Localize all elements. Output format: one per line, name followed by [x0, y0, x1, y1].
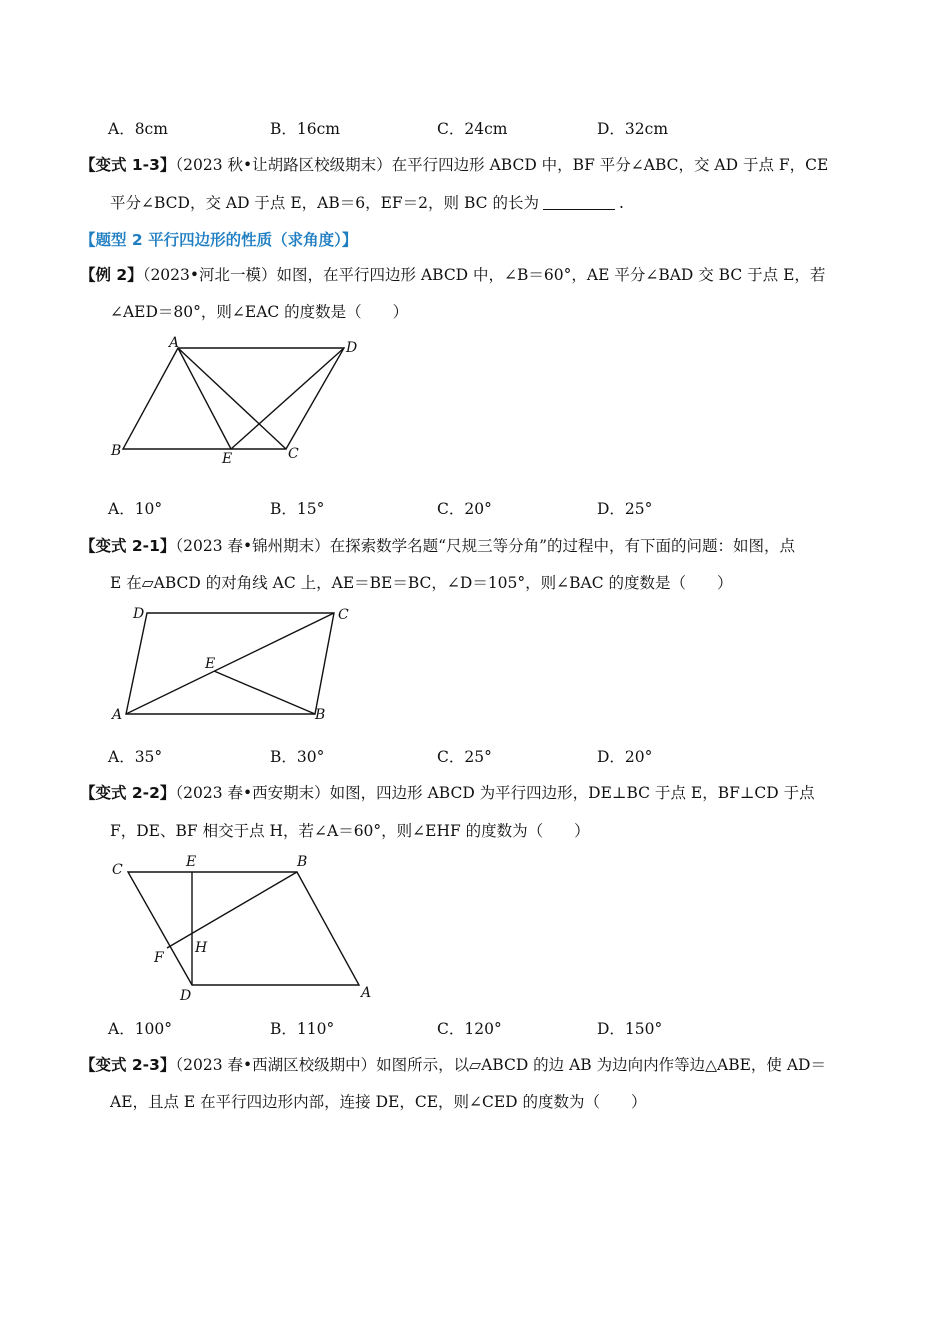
parallelogram-abcd [128, 872, 359, 985]
point-label-e: E [186, 854, 197, 870]
question-text-line1: （2023 春•锦州期末）在探索数学名题“尺规三等分角”的过程中，有下面的问题：如图，点 [175, 537, 796, 555]
point-label-f: F [154, 950, 164, 966]
question-tag: 【变式 2-1】 [80, 537, 176, 555]
point-label-e: E [205, 656, 216, 672]
option-a: A．35° [108, 748, 163, 766]
point-label-e: E [222, 451, 233, 467]
option-c: C．120° [437, 1020, 502, 1038]
option-c: C．25° [437, 748, 492, 766]
option-c: C．20° [437, 500, 492, 518]
section-heading: 【题型 2 平行四边形的性质（求角度）】 [80, 231, 358, 249]
question-tag: 【变式 1-3】 [80, 156, 176, 174]
option-a: A．8cm [108, 120, 168, 138]
question-text-end: . [618, 194, 624, 212]
option-d: D．25° [597, 500, 653, 518]
option-a: A．10° [108, 500, 163, 518]
question-text-line1: （2023 春•西湖区校级期中）如图所示，以▱ABCD 的边 AB 为边向内作等边△ABE，使 AD＝ [175, 1056, 826, 1074]
segment-bf [167, 872, 297, 948]
point-label-d: D [346, 340, 358, 356]
point-label-b: B [297, 854, 308, 870]
point-label-a: A [169, 335, 180, 351]
point-label-d: D [133, 606, 145, 622]
question-text-line1: （2023 春•西安期末）如图，四边形 ABCD 为平行四边形，DE⊥BC 于点 E，BF⊥CD 于点 [175, 784, 815, 802]
question-text-line2: F，DE、BF 相交于点 H，若∠A＝60°，则∠EHF 的度数为（ ） [110, 822, 590, 840]
point-label-a: A [112, 707, 123, 723]
question-tag: 【变式 2-3】 [80, 1056, 176, 1074]
question-text-line2: ∠AED＝80°，则∠EAC 的度数是（ ） [110, 303, 409, 321]
point-label-a: A [361, 985, 372, 1001]
option-c: C．24cm [437, 120, 508, 138]
point-label-h: H [195, 940, 208, 956]
option-a: A．100° [108, 1020, 173, 1038]
question-text-line1: （2023 秋•让胡路区校级期末）在平行四边形 ABCD 中，BF 平分∠ABC，交 AD 于点 F，CE [175, 156, 829, 174]
question-text-line2: 平分∠BCD，交 AD 于点 E，AB＝6，EF＝2，则 BC 的长为 [110, 194, 539, 212]
option-b: B．15° [270, 500, 325, 518]
option-d: D．20° [597, 748, 653, 766]
point-label-c: C [112, 862, 123, 878]
option-b: B．16cm [270, 120, 340, 138]
point-label-b: B [111, 443, 122, 459]
question-text-line2: E 在▱ABCD 的对角线 AC 上，AE＝BE＝BC，∠D＝105°，则∠BAC 的度数是（ ） [110, 574, 733, 592]
question-text-line2: AE，且点 E 在平行四边形内部，连接 DE，CE，则∠CED 的度数为（ ） [110, 1093, 647, 1111]
point-label-c: C [288, 446, 299, 462]
point-label-b: B [315, 707, 326, 723]
point-label-c: C [338, 607, 349, 623]
option-d: D．150° [597, 1020, 663, 1038]
option-b: B．30° [270, 748, 325, 766]
question-tag: 【变式 2-2】 [80, 784, 176, 802]
option-b: B．110° [270, 1020, 335, 1038]
point-label-d: D [180, 988, 192, 1004]
question-tag: 【例 2】 [80, 266, 143, 284]
option-d: D．32cm [597, 120, 669, 138]
question-text-line1: （2023•河北一模）如图，在平行四边形 ABCD 中，∠B＝60°，AE 平分∠BAD 交 BC 于点 E，若 [142, 266, 826, 284]
